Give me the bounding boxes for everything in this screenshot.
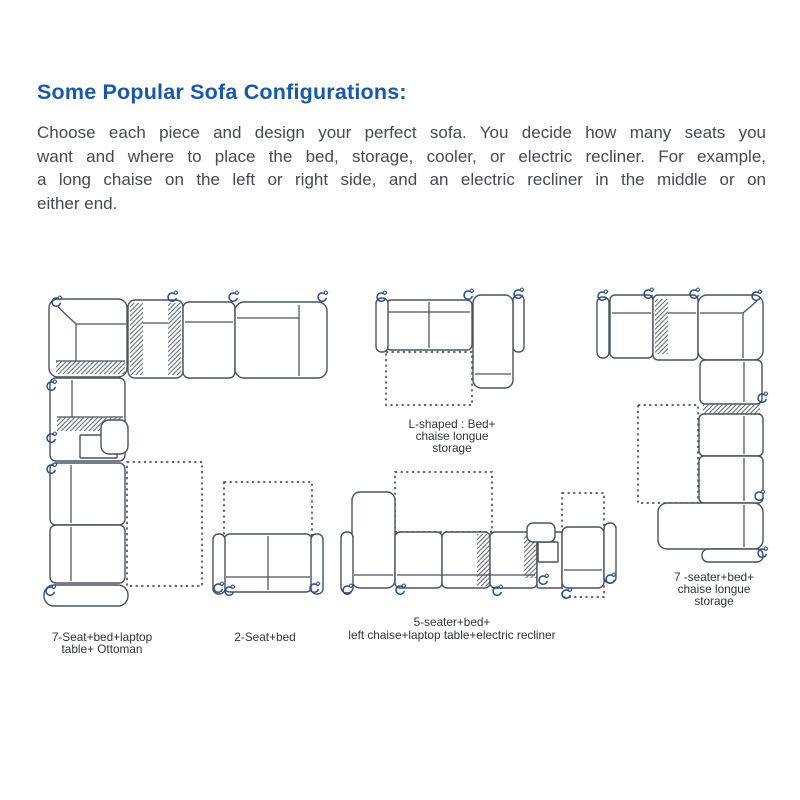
config-label: left chaise+laptop table+electric recliner [348,628,556,642]
electric-recliner-module [562,527,604,588]
config-2-seat-bed [213,482,323,644]
config-label: storage [694,594,734,608]
sofa-module [699,456,763,503]
rotate-icon [464,289,474,300]
config-label: storage [432,441,472,455]
intro-line: a long chaise on the left or right side, and an electric recliner in the middle or on [37,170,766,190]
left-chaise-module [352,492,395,588]
hatch-area [477,534,490,586]
sofa-end-module [235,302,327,378]
sofa-module [395,532,442,588]
armrest [597,297,609,358]
bed-storage-outline [386,352,472,405]
hatch-area [168,303,181,375]
ottoman-module [44,585,128,606]
bed-extension-outline [127,462,202,586]
rotate-icon [318,291,328,302]
config-label: 5-seater+bed+ [413,615,491,629]
sofa-module [610,295,653,358]
sofa-module [50,525,125,583]
laptop-table-tray [538,542,558,562]
footrest-module [702,549,763,562]
laptop-table [527,523,555,542]
hatch-area [703,404,760,414]
intro-line: want and where to place the bed, storage, cooler, or electric recliner. For example, [37,146,766,166]
hatch-area [130,303,143,375]
section-heading: Some Popular Sofa Configurations: [37,80,407,104]
config-label: chaise longue [415,429,489,443]
config-7-seat-bed-laptop-table-ottoman [44,291,328,656]
armrest [513,295,524,352]
bed-extension-outline [395,472,492,532]
laptop-table [101,420,128,454]
sofa-module [183,302,235,378]
bed-extension-outline [224,482,312,535]
config-label: L-shaped : Bed+ [408,417,496,431]
intro-line: Choose each piece and design your perfect sofa. You decide how many seats you [37,123,766,142]
hatch-area [655,299,668,354]
bed-storage-outline [638,405,698,503]
armrest [376,298,388,352]
config-label: 7-Seat+bed+laptop [51,630,153,644]
config-5-seater-bed-left-chaise-laptop-table-electric-recliner [341,472,616,642]
hatch-area [56,361,125,374]
config-l-shaped-bed-chaise-longue-storage [376,288,524,455]
sofa-module [50,463,125,525]
sofa-module [699,414,763,456]
chaise-longue-module [658,503,763,549]
config-7-seater-bed-chaise-longue-storage [597,288,768,608]
config-label: table+ Ottoman [61,642,143,656]
rotate-icon [229,291,239,302]
config-label: 2-Seat+bed [234,630,296,644]
config-label: 7 -seater+bed+ [673,570,755,584]
sofa-module [700,360,762,404]
intro-line: either end. [37,193,118,213]
config-label: chaise longue [677,582,751,596]
